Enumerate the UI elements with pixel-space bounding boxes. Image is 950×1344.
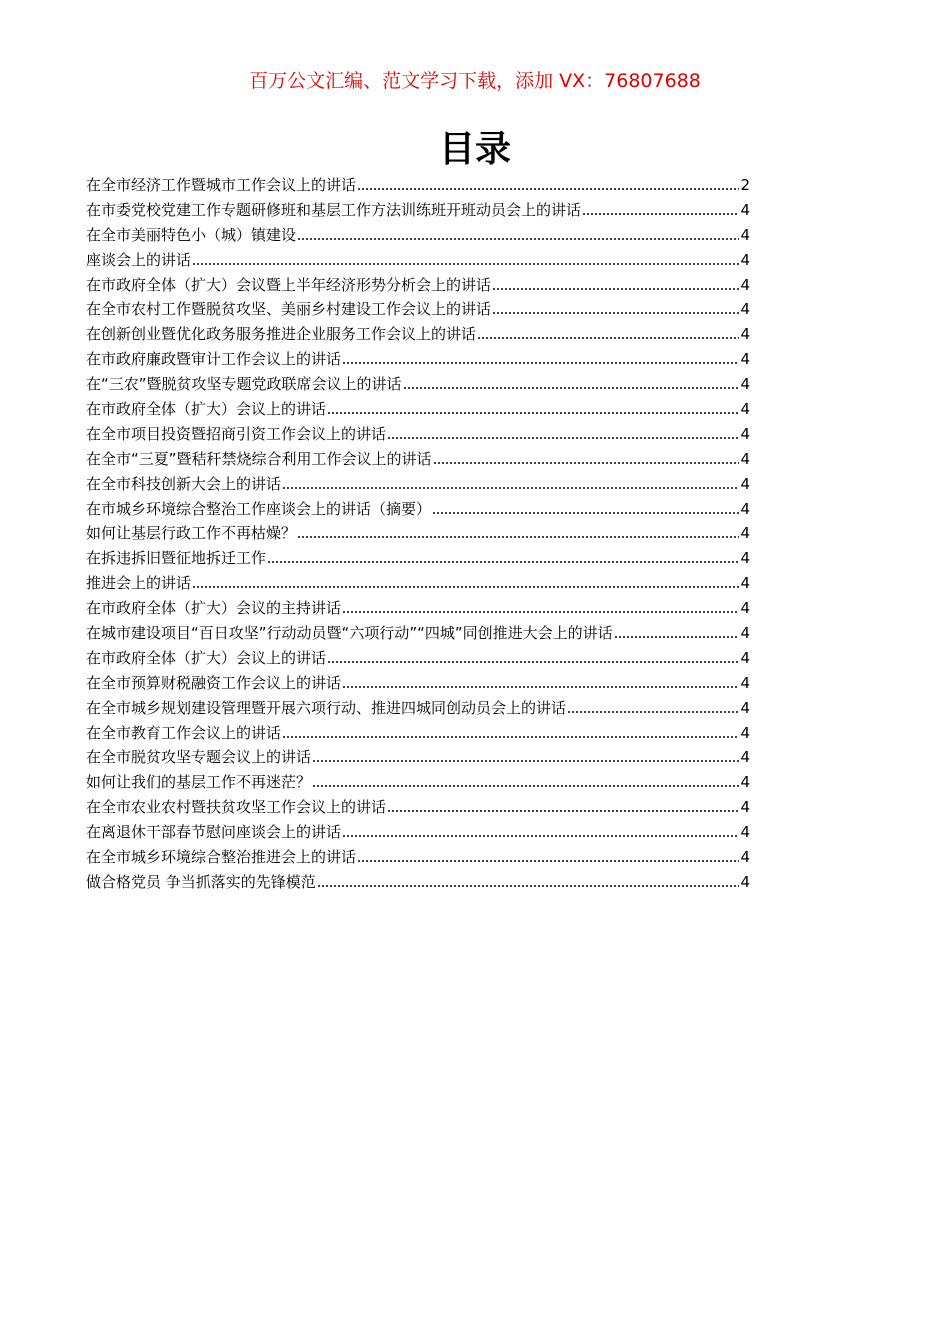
toc-entry-title: 在全市农村工作暨脱贫攻坚、美丽乡村建设工作会议上的讲话 xyxy=(86,300,492,319)
dot-leader xyxy=(297,238,739,240)
toc-entry-page: 4 xyxy=(740,250,750,269)
dot-leader xyxy=(403,387,740,389)
toc-entry[interactable] xyxy=(86,273,750,298)
toc-entry-page: 4 xyxy=(740,648,750,667)
dot-leader xyxy=(317,885,740,887)
toc-entry-title: 在全市项目投资暨招商引资工作会议上的讲话 xyxy=(86,424,387,443)
toc-entry-page: 4 xyxy=(740,599,750,618)
dot-leader xyxy=(297,536,739,538)
dot-leader xyxy=(312,760,739,762)
dot-leader xyxy=(282,736,739,738)
toc-entry[interactable] xyxy=(86,521,750,546)
dot-leader xyxy=(433,462,740,464)
toc-entry-title: 在市委党校党建工作专题研修班和基层工作方法训练班开班动员会上的讲话 xyxy=(86,200,582,219)
toc-entry-page: 4 xyxy=(740,823,750,842)
toc-entry-title: 在创新创业暨优化政务服务推进企业服务工作会议上的讲话 xyxy=(86,325,477,344)
toc-entry-title: 在全市脱贫攻坚专题会议上的讲话 xyxy=(86,748,312,767)
table-of-contents xyxy=(86,173,750,895)
toc-entry-title: 在市政府廉政暨审计工作会议上的讲话 xyxy=(86,350,342,369)
toc-entry-title: 在离退休干部春节慰问座谈会上的讲话 xyxy=(86,823,342,842)
toc-entry-page: 4 xyxy=(740,798,750,817)
toc-entry[interactable] xyxy=(86,820,750,845)
dot-leader xyxy=(477,337,739,339)
toc-entry[interactable] xyxy=(86,596,750,621)
toc-entry-title: 在“三农”暨脱贫攻坚专题党政联席会议上的讲话 xyxy=(86,375,402,394)
toc-entry[interactable] xyxy=(86,198,750,223)
dot-leader xyxy=(567,711,739,713)
toc-entry-page: 2 xyxy=(740,176,750,194)
toc-entry-title: 在全市预算财税融资工作会议上的讲话 xyxy=(86,673,342,692)
toc-entry[interactable] xyxy=(86,422,750,447)
dot-leader xyxy=(357,188,739,190)
toc-entry-page: 4 xyxy=(740,872,750,891)
toc-entry-title: 在全市“三夏”暨秸秆禁烧综合利用工作会议上的讲话 xyxy=(86,449,432,468)
toc-entry-title: 做合格党员 争当抓落实的先锋模范 xyxy=(86,872,316,891)
toc-entry[interactable] xyxy=(86,372,750,397)
toc-entry-page: 4 xyxy=(740,424,750,443)
dot-leader xyxy=(192,263,739,265)
toc-entry[interactable] xyxy=(86,397,750,422)
toc-entry-page: 4 xyxy=(740,300,750,319)
toc-entry-title: 在城市建设项目“百日攻坚”行动动员暨“六项行动”“四城”同创推进大会上的讲话 xyxy=(86,624,613,643)
dot-leader xyxy=(582,213,739,215)
toc-entry-title: 如何让我们的基层工作不再迷茫？ xyxy=(86,773,312,792)
toc-entry[interactable] xyxy=(86,322,750,347)
toc-entry[interactable] xyxy=(86,721,750,746)
toc-entry[interactable] xyxy=(86,646,750,671)
toc-entry[interactable] xyxy=(86,745,750,770)
toc-entry-title: 推进会上的讲话 xyxy=(86,574,192,593)
toc-entry-title: 在全市美丽特色小（城）镇建设 xyxy=(86,225,297,244)
toc-entry-title: 在市政府全体（扩大）会议的主持讲话 xyxy=(86,599,342,618)
toc-entry-page: 4 xyxy=(740,474,750,493)
toc-entry-title: 座谈会上的讲话 xyxy=(86,250,192,269)
toc-entry-title: 如何让基层行政工作不再枯燥？ xyxy=(86,524,297,543)
toc-entry-title: 在市城乡环境综合整治工作座谈会上的讲话（摘要） xyxy=(86,499,432,518)
toc-entry-title: 在全市城乡规划建设管理暨开展六项行动、推进四城同创动员会上的讲话 xyxy=(86,698,567,717)
dot-leader xyxy=(267,561,739,563)
toc-entry-page: 4 xyxy=(740,723,750,742)
toc-entry[interactable] xyxy=(86,770,750,795)
toc-entry-page: 4 xyxy=(740,549,750,568)
toc-entry-page: 4 xyxy=(740,524,750,543)
dot-leader xyxy=(192,586,739,588)
dot-leader xyxy=(387,437,739,439)
dot-leader xyxy=(327,661,739,663)
toc-entry-page: 4 xyxy=(740,624,750,643)
toc-entry-title: 在拆违拆旧暨征地拆迁工作 xyxy=(86,549,267,568)
toc-entry[interactable] xyxy=(86,795,750,820)
toc-entry-title: 在全市教育工作会议上的讲话 xyxy=(86,723,282,742)
dot-leader xyxy=(492,312,739,314)
toc-entry-title: 在全市经济工作暨城市工作会议上的讲话 xyxy=(86,176,357,194)
toc-entry-page: 4 xyxy=(740,449,750,468)
header-note: 百万公文汇编、范文学习下载，添加 VX：76807688 xyxy=(249,70,701,92)
toc-entry-title: 在全市城乡环境综合整治推进会上的讲话 xyxy=(86,848,357,867)
toc-entry-page: 4 xyxy=(740,848,750,867)
toc-entry[interactable] xyxy=(86,845,750,870)
dot-leader xyxy=(387,810,739,812)
toc-entry[interactable] xyxy=(86,173,750,198)
dot-leader xyxy=(492,288,739,290)
toc-entry-page: 4 xyxy=(740,200,750,219)
dot-leader xyxy=(327,412,739,414)
dot-leader xyxy=(432,512,739,514)
toc-entry-title: 在市政府全体（扩大）会议上的讲话 xyxy=(86,400,327,419)
toc-title: 目录 xyxy=(438,129,511,170)
dot-leader xyxy=(614,636,740,638)
toc-entry-page: 4 xyxy=(740,400,750,419)
toc-entry-title: 在全市科技创新大会上的讲话 xyxy=(86,474,282,493)
toc-entry[interactable] xyxy=(86,347,750,372)
toc-entry-title: 在市政府全体（扩大）会议暨上半年经济形势分析会上的讲话 xyxy=(86,275,492,294)
toc-entry[interactable] xyxy=(86,696,750,721)
toc-entry[interactable] xyxy=(86,223,750,248)
toc-entry-page: 4 xyxy=(740,225,750,244)
toc-entry-title: 在市政府全体（扩大）会议上的讲话 xyxy=(86,648,327,667)
toc-entry[interactable] xyxy=(86,497,750,522)
toc-entry-page: 4 xyxy=(740,748,750,767)
toc-entry-page: 4 xyxy=(740,698,750,717)
dot-leader xyxy=(282,487,739,489)
toc-entry-page: 4 xyxy=(740,325,750,344)
toc-entry[interactable] xyxy=(86,621,750,646)
dot-leader xyxy=(342,611,739,613)
toc-entry[interactable] xyxy=(86,571,750,596)
toc-entry-page: 4 xyxy=(740,673,750,692)
toc-entry[interactable] xyxy=(86,248,750,273)
toc-entry-title: 在全市农业农村暨扶贫攻坚工作会议上的讲话 xyxy=(86,798,387,817)
toc-entry-page: 4 xyxy=(740,350,750,369)
toc-entry-page: 4 xyxy=(740,773,750,792)
toc-entry-page: 4 xyxy=(740,499,750,518)
toc-entry[interactable] xyxy=(86,870,750,895)
toc-entry[interactable] xyxy=(86,297,750,322)
toc-entry[interactable] xyxy=(86,671,750,696)
toc-entry-page: 4 xyxy=(740,375,750,394)
toc-entry[interactable] xyxy=(86,447,750,472)
dot-leader xyxy=(342,686,739,688)
dot-leader xyxy=(342,835,739,837)
toc-entry-page: 4 xyxy=(740,574,750,593)
toc-entry-page: 4 xyxy=(740,275,750,294)
dot-leader xyxy=(312,785,739,787)
dot-leader xyxy=(342,362,739,364)
toc-entry[interactable] xyxy=(86,472,750,497)
dot-leader xyxy=(357,860,739,862)
toc-entry[interactable] xyxy=(86,546,750,571)
